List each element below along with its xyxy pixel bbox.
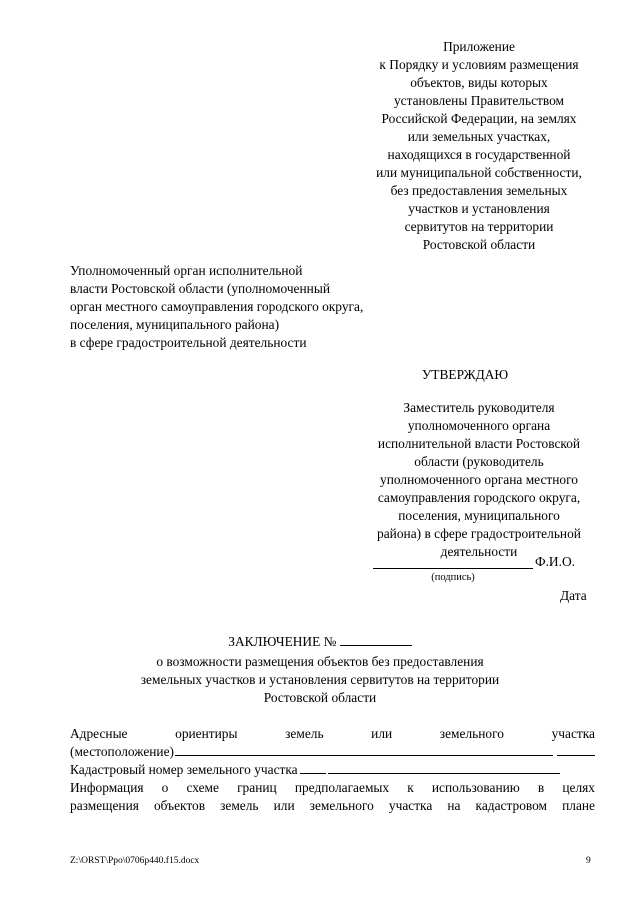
info-line-2: размещения объектов земель или земельного участка на кадастровом плане bbox=[70, 798, 595, 813]
deputy-line: самоуправления городского округа, bbox=[377, 490, 581, 505]
cadastral-fill-short bbox=[300, 761, 326, 774]
appendix-line: установлены Правительством bbox=[393, 93, 565, 108]
subtitle-line: земельных участков и установления сервитутов на территории bbox=[140, 672, 500, 687]
appendix-line: Приложение bbox=[443, 39, 515, 54]
deputy-line: области (руководитель bbox=[414, 454, 544, 469]
signature-caption: (подпись) bbox=[431, 572, 475, 583]
appendix-line: находящихся в государственной bbox=[387, 147, 571, 162]
conclusion-title-text: ЗАКЛЮЧЕНИЕ № bbox=[228, 634, 337, 649]
cadastral-line bbox=[70, 761, 595, 779]
info-line-1: Информация о схеме границ предполагаемых к использованию в целях bbox=[70, 780, 595, 795]
appendix-line: или муниципальной собственности, bbox=[376, 165, 582, 180]
deputy-block bbox=[355, 399, 603, 561]
appendix-line: или земельных участках, bbox=[407, 129, 551, 144]
deputy-line: уполномоченного органа bbox=[407, 418, 551, 433]
subtitle-line: о возможности размещения объектов без предоставления bbox=[156, 654, 484, 669]
fio-label: Ф.И.О. bbox=[535, 554, 575, 569]
cadastral-label: Кадастровый номер земельного участка bbox=[70, 762, 298, 777]
footer-page-number: 9 bbox=[586, 856, 591, 866]
appendix-line: без предоставления земельных bbox=[390, 183, 568, 198]
conclusion-subtitle bbox=[120, 653, 520, 707]
cadastral-fill-long bbox=[328, 761, 560, 774]
deputy-line: поселения, муниципального bbox=[398, 508, 560, 523]
date-label: Дата bbox=[560, 588, 587, 603]
authority-line: власти Ростовской области (уполномоченный bbox=[70, 281, 330, 296]
conclusion-number-blank bbox=[340, 633, 412, 646]
appendix-line: Российской Федерации, на землях bbox=[381, 111, 577, 126]
deputy-line: деятельности bbox=[440, 544, 518, 559]
appendix-line: к Порядку и условиям размещения bbox=[379, 57, 579, 72]
authority-line: поселения, муниципального района) bbox=[70, 317, 280, 332]
authority-block bbox=[70, 262, 410, 352]
deputy-line: уполномоченного органа местного bbox=[380, 472, 578, 487]
deputy-line: Заместитель руководителя bbox=[403, 400, 555, 415]
signature-line bbox=[373, 552, 533, 569]
approve-heading: УТВЕРЖДАЮ bbox=[421, 367, 509, 382]
appendix-line: объектов, виды которых bbox=[410, 75, 548, 90]
address-line-2 bbox=[70, 743, 595, 761]
appendix-line: Ростовской области bbox=[422, 237, 536, 252]
appendix-block bbox=[355, 38, 603, 254]
authority-line: орган местного самоуправления городского округа, bbox=[70, 299, 364, 314]
address-line-1: Адресные ориентиры земель или земельного участка bbox=[70, 726, 595, 741]
location-label: (местоположение) bbox=[70, 744, 175, 759]
deputy-line: района) в сфере градостроительной bbox=[377, 526, 581, 541]
address-fill-line bbox=[175, 743, 553, 756]
footer-file-path: Z:\ORST\Ppo\0706p440.f15.docx bbox=[70, 856, 200, 866]
appendix-line: участков и установления bbox=[408, 201, 550, 216]
appendix-line: сервитутов на территории bbox=[404, 219, 554, 234]
conclusion-title bbox=[150, 633, 490, 651]
authority-line: Уполномоченный орган исполнительной bbox=[70, 263, 303, 278]
address-fill-line-end bbox=[557, 743, 595, 756]
deputy-line: исполнительной власти Ростовской bbox=[377, 436, 581, 451]
subtitle-line: Ростовской области bbox=[263, 690, 377, 705]
authority-line: в сфере градостроительной деятельности bbox=[70, 335, 307, 350]
